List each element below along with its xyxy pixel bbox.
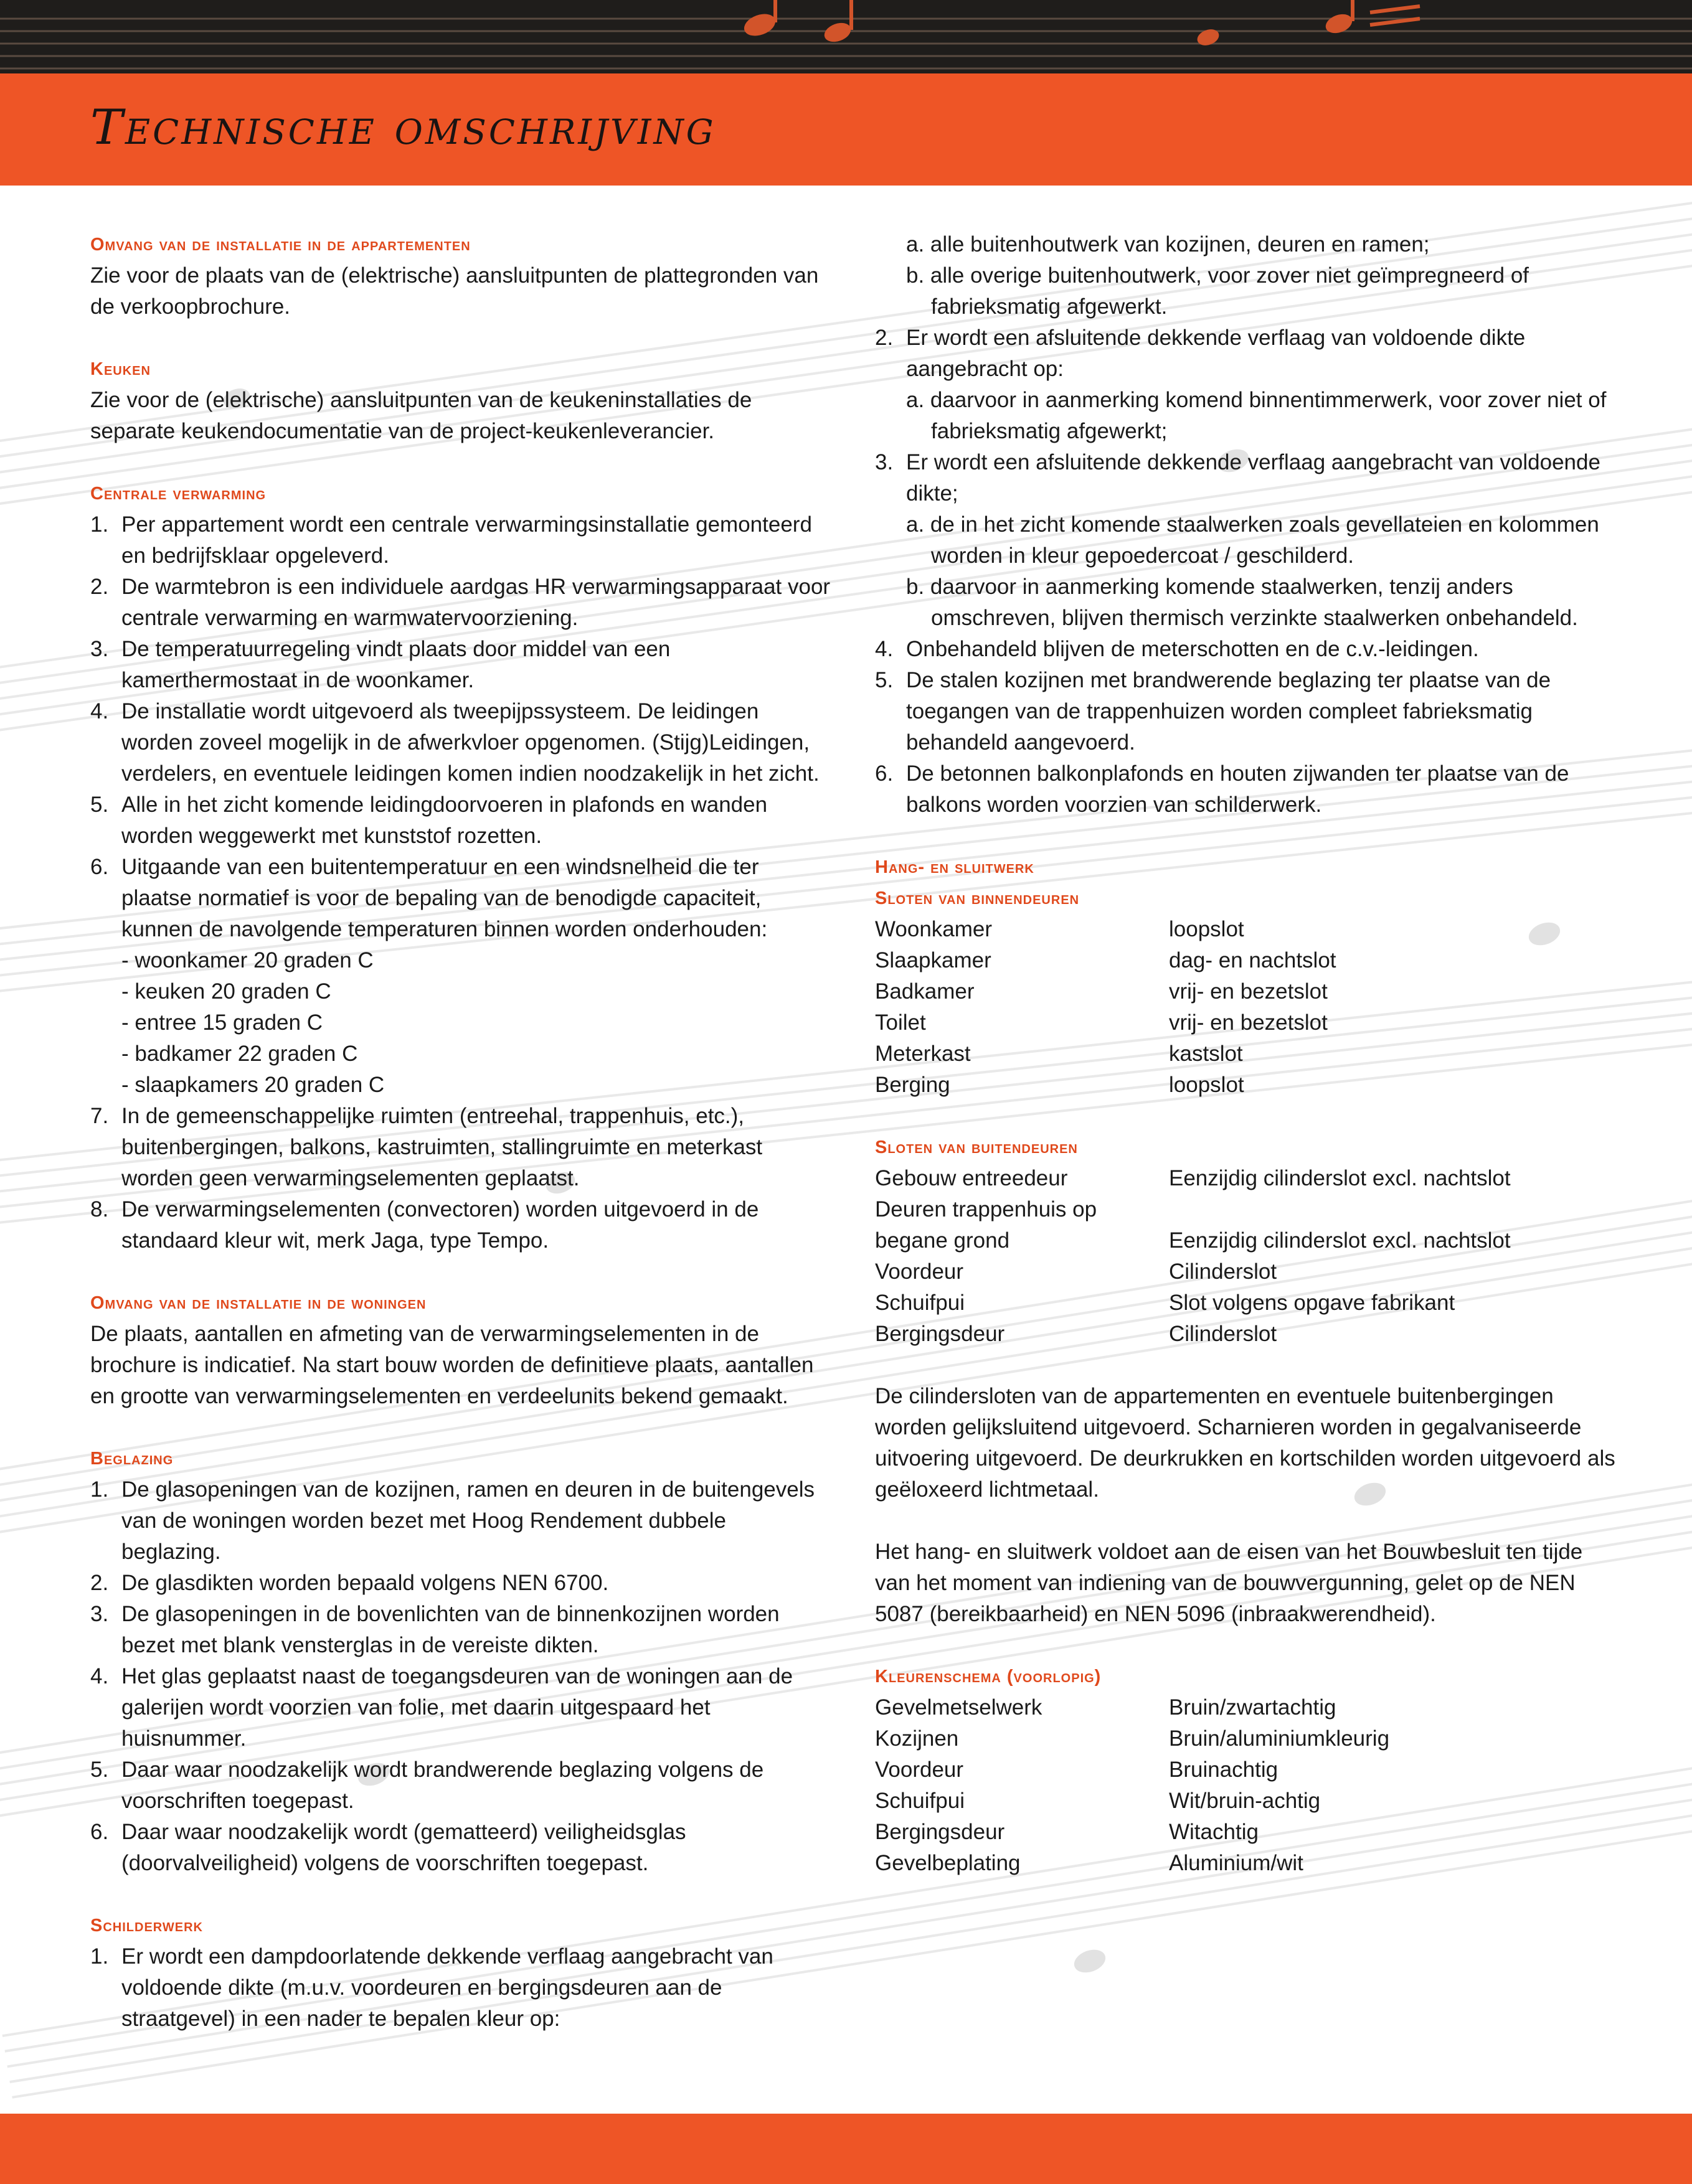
list-item: 7. In de gemeenschappelijke ruimten (entreehal, trappenhuis, etc.), buitenbergingen, balkons, kastruimten, stallingruimte en meterkast worden geen verwarmingselementen geplaatst. xyxy=(90,1104,763,1190)
top-decorative-bar xyxy=(0,0,1692,73)
numbered-list xyxy=(90,1474,831,1879)
list-item: 2. Er wordt een afsluitende dekkende verflaag van voldoende dikte aangebracht op: a. daarvoor in aanmerking komend binnentimmerwerk, voor zover niet of fabrieksmatig afgewerkt; xyxy=(875,322,1616,447)
temperature-item: - slaapkamers 20 graden C xyxy=(121,1073,385,1097)
table-row: Berging loopslot xyxy=(875,1073,1244,1097)
list-item: 4. Onbehandeld blijven de meterschotten en de c.v.-leidingen. xyxy=(875,637,1479,661)
temperature-item: - entree 15 graden C xyxy=(121,1010,323,1035)
section-heading: Centrale verwarming xyxy=(90,484,267,504)
table-row: Voordeur Bruinachtig xyxy=(875,1758,1278,1782)
paragraph: Het hang- en sluitwerk voldoet aan de eisen van het Bouwbesluit ten tijde van het moment van indiening van de bouwvergunning, gelet op de NEN 5087 (bereikbaarheid) en NEN 5096 (inbraakwerendheid). xyxy=(875,1540,1583,1626)
list-item: 2. De warmtebron is een individuele aardgas HR verwarmingsapparaat voor centrale verwarming en warmwatervoorziening. xyxy=(90,575,831,630)
paragraph: De cilindersloten van de appartementen en eventuele buitenbergingen worden gelijksluitend uitgevoerd. Scharnieren worden in gegalvaniseerde uitvoering uitgevoerd. De deurkrukken en kortschilden worden uitgevoerd als geëloxeerd lichtmetaal. xyxy=(875,1384,1615,1502)
list-item: 1. De glasopeningen van de kozijnen, ramen en deuren in de buitengevels van de woningen worden bezet met Hoog Rendement dubbele beglazing. xyxy=(90,1477,815,1564)
section-schilderwerk-continued xyxy=(875,229,1616,821)
section-schilderwerk xyxy=(90,1910,831,2035)
sub-item: b. alle overige buitenhoutwerk, voor zover niet geïmpregneerd of fabrieksmatig afgewerkt. xyxy=(906,263,1529,319)
section-cilindersloten xyxy=(875,1381,1616,1505)
section-heading: Omvang van de installatie in de woningen xyxy=(90,1293,427,1313)
sub-item: a. de in het zicht komende staalwerken zoals gevellateien en kolommen worden in kleur gepoedercoat / geschilderd. xyxy=(906,512,1599,568)
sub-item: b. daarvoor in aanmerking komende staalwerken, tenzij anders omschreven, blijven thermisch verzinkte staalwerken onbehandeld. xyxy=(906,575,1578,630)
table-row: Voordeur Cilinderslot xyxy=(875,1259,1277,1284)
list-item: 4. Het glas geplaatst naast de toegangsdeuren van de woningen aan de galerijen wordt voorzien van folie, met daarin uitgespaard het huisnummer. xyxy=(90,1664,793,1751)
list-item xyxy=(875,229,1616,322)
paragraph: De plaats, aantallen en afmeting van de verwarmingselementen in de brochure is indicatief. Na start bouw worden de definitieve plaats, aantallen en grootte van verwarmingselementen en verdeelunits bekend gemaakt. xyxy=(90,1322,814,1408)
section-beglazing xyxy=(90,1443,831,1879)
bottom-band xyxy=(0,2114,1692,2184)
sub-item: a. alle buitenhoutwerk van kozijnen, deuren en ramen; xyxy=(906,232,1430,257)
table-row: Schuifpui Wit/bruin-achtig xyxy=(875,1789,1321,1813)
table-row: Bergingsdeur Cilinderslot xyxy=(875,1322,1277,1346)
section-bouwbesluit xyxy=(875,1537,1616,1630)
table-row: Gebouw entreedeur Eenzijdig cilinderslot excl. nachtslot xyxy=(875,1166,1511,1190)
lock-table-buiten xyxy=(875,1163,1616,1350)
section-heading: Hang- en sluitwerk xyxy=(875,857,1034,877)
list-item: 1. Er wordt een dampdoorlatende dekkende verflaag aangebracht van voldoende dikte (m.u.v. voordeuren en bergingsdeuren aan de straatgevel) in een nader te bepalen kleur op: xyxy=(90,1944,773,2031)
right-column xyxy=(875,229,1616,1910)
table-row: Badkamer vrij- en bezetslot xyxy=(875,979,1328,1004)
temperature-item: - badkamer 22 graden C xyxy=(121,1042,358,1066)
table-row: Meterkast kastslot xyxy=(875,1042,1243,1066)
page-title: Technische omschrijving xyxy=(90,100,716,156)
section-keuken xyxy=(90,354,831,447)
section-omvang-woningen xyxy=(90,1287,831,1412)
color-table xyxy=(875,1692,1616,1879)
list-item: 6. Uitgaande van een buitentemperatuur en een windsnelheid die ter plaatse normatief is voor de bepaling van de benodigde capaciteit, kunnen de navolgende temperaturen binnen worden onderhouden: - woonkamer 20 graden C - keuken 20 graden C - entree 15 graden C - badkamer 22 graden C - slaapkamers 20 graden C xyxy=(90,852,831,1101)
section-heading: Omvang van de installatie in de appartementen xyxy=(90,235,471,255)
section-sloten-buitendeuren xyxy=(875,1132,1616,1350)
table-row: Gevelmetselwerk Bruin/zwartachtig xyxy=(875,1695,1336,1720)
music-notes-icon xyxy=(0,0,1692,73)
paragraph: Zie voor de plaats van de (elektrische) aansluitpunten de plattegronden van de verkoopbrochure. xyxy=(90,263,819,319)
list-item: 3. Er wordt een afsluitende dekkende verflaag aangebracht van voldoende dikte; a. de in het zicht komende staalwerken zoals gevellateien en kolommen worden in kleur gepoedercoat / geschilderd. b. daarvoor in aanmerking komende staalwerken, tenzij anders omschreven, blijven thermisch verzinkte staalwerken onbehandeld. xyxy=(875,447,1616,634)
title-band xyxy=(0,73,1692,186)
sub-heading: Sloten van binnendeuren xyxy=(875,888,1080,908)
sub-item: a. daarvoor in aanmerking komend binnentimmerwerk, voor zover niet of fabrieksmatig afgewerkt; xyxy=(906,388,1607,443)
table-row: Deuren trappenhuis op xyxy=(875,1197,1097,1221)
list-item: 8. De verwarmingselementen (convectoren) worden uitgevoerd in de standaard kleur wit, merk Jaga, type Tempo. xyxy=(90,1197,759,1253)
numbered-list xyxy=(90,1941,831,2035)
list-item: 5. De stalen kozijnen met brandwerende beglazing ter plaatse van de toegangen van de trappenhuizen worden compleet fabrieksmatig behandeld aangevoerd. xyxy=(875,668,1551,755)
lock-table-binnen xyxy=(875,914,1616,1101)
numbered-list xyxy=(90,509,831,1256)
table-row: begane grond Eenzijdig cilinderslot excl. nachtslot xyxy=(875,1228,1511,1253)
table-row: Gevelbeplating Aluminium/wit xyxy=(875,1851,1303,1875)
list-item: 4. De installatie wordt uitgevoerd als tweepijpssysteem. De leidingen worden zoveel mogelijk in de afwerkvloer opgenomen. (Stijg)Leidingen, verdelers, en eventuele leidingen komen indien noodzakelijk in het zicht. xyxy=(90,699,820,786)
temperature-list xyxy=(121,945,831,1101)
list-item: 3. De temperatuurregeling vindt plaats door middel van een kamerthermostaat in de woonkamer. xyxy=(90,637,671,692)
table-row: Schuifpui Slot volgens opgave fabrikant xyxy=(875,1291,1455,1315)
list-item: 5. Daar waar noodzakelijk wordt brandwerende beglazing volgens de voorschriften toegepast. xyxy=(90,1758,764,1813)
table-row: Bergingsdeur Witachtig xyxy=(875,1820,1259,1844)
table-row: Woonkamer loopslot xyxy=(875,917,1244,941)
section-centrale-verwarming xyxy=(90,478,831,1256)
section-heading: Schilderwerk xyxy=(90,1916,203,1936)
list-item: 3. De glasopeningen in de bovenlichten van de binnenkozijnen worden bezet met blank vensterglas in de vereiste dikten. xyxy=(90,1602,780,1657)
list-item: 1. Per appartement wordt een centrale verwarmingsinstallatie gemonteerd en bedrijfsklaar opgeleverd. xyxy=(90,512,812,568)
temperature-item: - woonkamer 20 graden C xyxy=(121,948,374,972)
section-kleurenschema xyxy=(875,1661,1616,1879)
paragraph: Zie voor de (elektrische) aansluitpunten van de keukeninstallaties de separate keukendocumentatie van de project-keukenleverancier. xyxy=(90,388,752,443)
table-row: Toilet vrij- en bezetslot xyxy=(875,1010,1328,1035)
list-item: 6. De betonnen balkonplafonds en houten zijwanden ter plaatse van de balkons worden voorzien van schilderwerk. xyxy=(875,761,1569,817)
section-heading: Beglazing xyxy=(90,1449,174,1469)
section-heading: Keuken xyxy=(90,359,151,379)
temperature-item: - keuken 20 graden C xyxy=(121,979,331,1004)
table-row: Kozijnen Bruin/aluminiumkleurig xyxy=(875,1726,1390,1751)
section-heading: Kleurenschema (voorlopig) xyxy=(875,1667,1102,1687)
list-item: 6. Daar waar noodzakelijk wordt (gematteerd) veiligheidsglas (doorvalveiligheid) volgens de voorschriften toegepast. xyxy=(90,1820,686,1875)
left-column xyxy=(90,229,831,2066)
table-row: Slaapkamer dag- en nachtslot xyxy=(875,948,1336,972)
list-item: 5. Alle in het zicht komende leidingdoorvoeren in plafonds en wanden worden weggewerkt met kunststof rozetten. xyxy=(90,793,768,848)
section-omvang-appartementen xyxy=(90,229,831,322)
section-heading: Sloten van buitendeuren xyxy=(875,1137,1078,1157)
section-hang-en-sluitwerk xyxy=(875,852,1616,1101)
list-item: 2. De glasdikten worden bepaald volgens NEN 6700. xyxy=(90,1571,609,1595)
